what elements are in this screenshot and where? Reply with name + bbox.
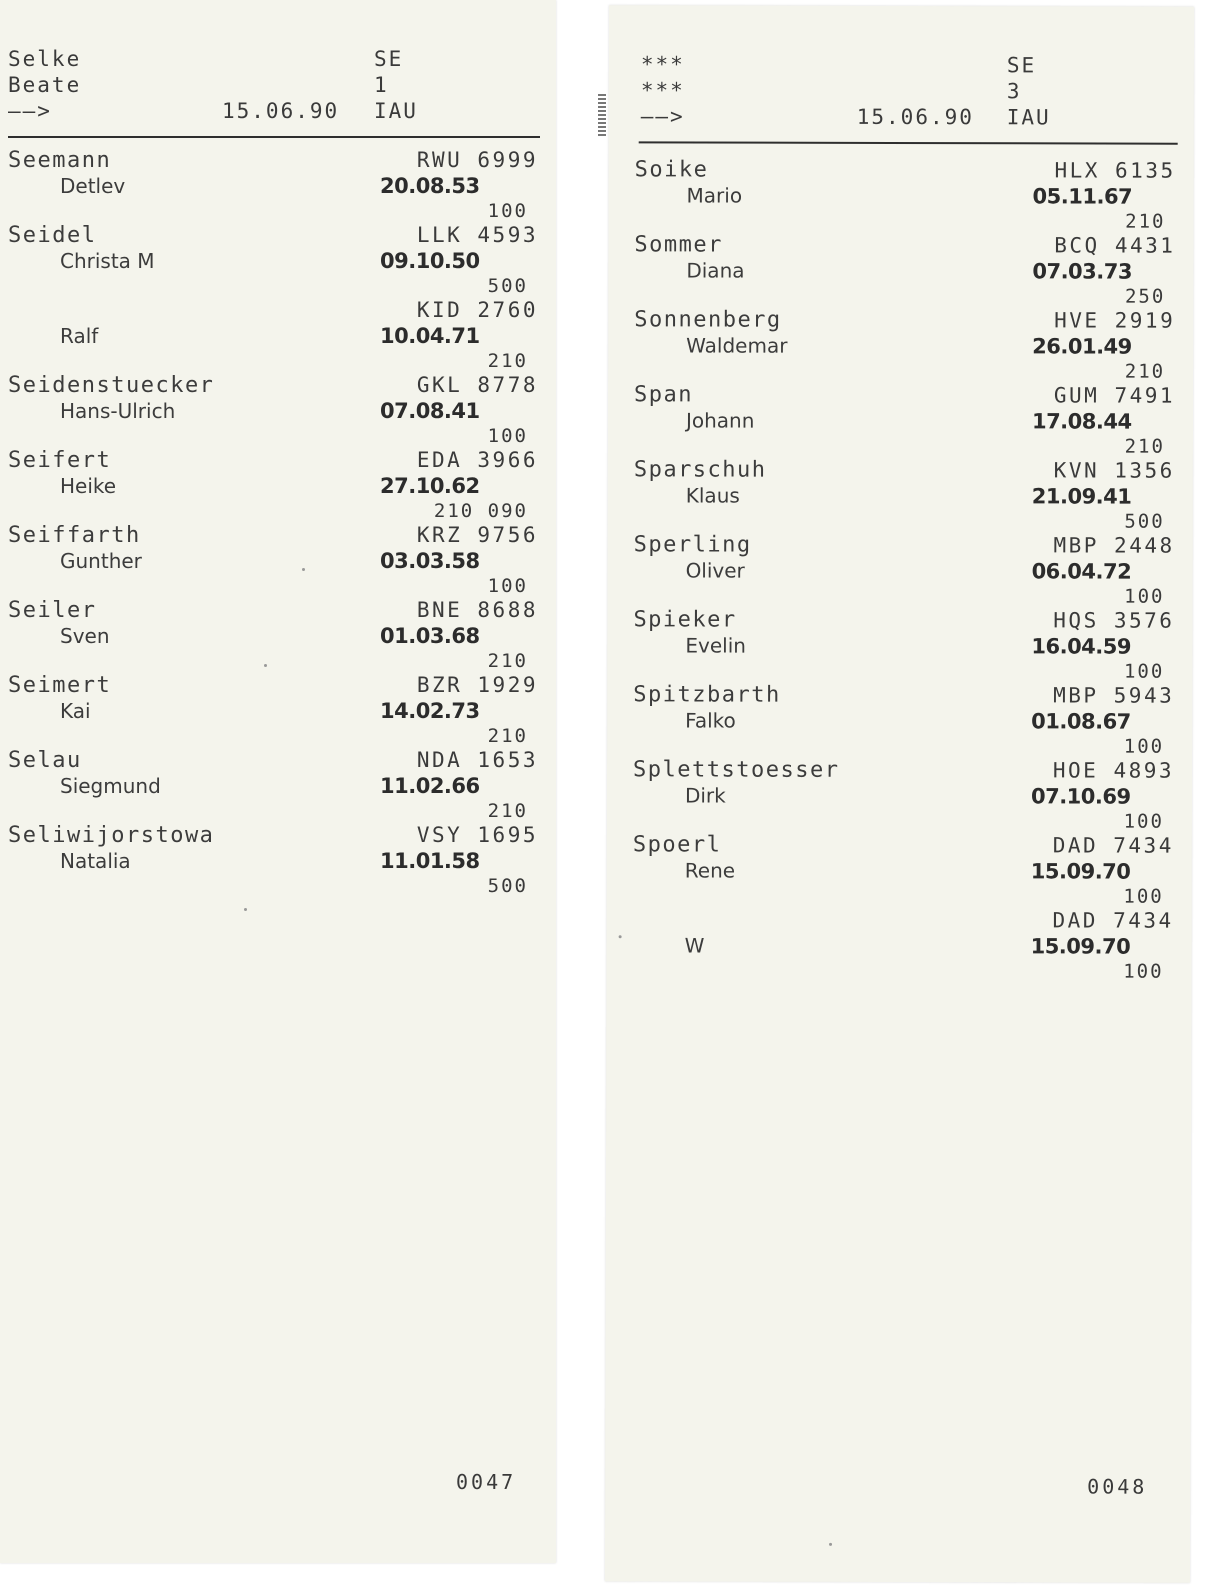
paper-speck [264, 664, 267, 667]
entry-date: 14.02.73 [380, 699, 480, 723]
entry-surname: Sparschuh [633, 457, 767, 483]
entry-number: 100 [487, 425, 528, 447]
entry-number: 210 [487, 725, 528, 747]
entry-reference: KVN 1356 [1053, 458, 1175, 483]
header-date: 15.06.90 [222, 99, 340, 123]
list-item [633, 757, 1174, 833]
entry-list [8, 148, 538, 898]
header-rule [8, 136, 540, 138]
entry-number: 100 [487, 575, 528, 597]
entry-first-name: Waldemar [686, 333, 788, 358]
header-line-1: *** [640, 52, 685, 77]
list-item [8, 298, 538, 373]
entry-reference: KID 2760 [416, 298, 538, 322]
list-item [634, 157, 1175, 233]
entry-surname: Seemann [8, 148, 112, 173]
entry-first-name: Oliver [685, 558, 745, 583]
entry-reference: BCQ 4431 [1054, 233, 1176, 258]
header-code-2: 3 [1006, 79, 1022, 104]
entry-first-name: Rene [684, 858, 736, 883]
entry-date: 10.04.71 [380, 324, 480, 348]
entry-surname: Sommer [634, 232, 723, 258]
list-item [634, 382, 1175, 458]
entry-first-name: Ralf [60, 324, 99, 348]
entry-reference: LLK 4593 [416, 223, 538, 247]
list-item [633, 607, 1174, 683]
entry-date: 20.08.53 [380, 174, 480, 198]
entry-surname: Seidel [8, 223, 97, 248]
entry-first-name: Gunther [60, 549, 142, 573]
entry-date: 15.09.70 [1030, 934, 1131, 959]
list-item [633, 907, 1174, 983]
entry-date: 15.09.70 [1030, 859, 1131, 884]
entry-number: 210 [487, 350, 528, 372]
entry-date: 11.01.58 [380, 849, 480, 873]
entry-surname: Seliwijorstowa [8, 823, 215, 848]
entry-reference: DAD 7434 [1052, 908, 1174, 933]
entry-first-name: W [684, 933, 705, 958]
entry-reference: HVE 2919 [1054, 308, 1176, 333]
entry-number: 210 [487, 650, 528, 672]
header-code-3: IAU [374, 99, 418, 123]
list-item [8, 523, 538, 598]
list-item [633, 832, 1174, 908]
header-line-1: Selke [8, 47, 82, 71]
entry-reference: MBP 5943 [1053, 683, 1175, 708]
header-code-block [374, 46, 418, 124]
list-item [634, 232, 1175, 308]
entry-number: 100 [1123, 660, 1165, 683]
sheet-header [617, 5, 1178, 146]
paper-speck [302, 568, 305, 571]
entry-first-name: Detlev [60, 174, 126, 198]
entry-first-name: Evelin [685, 633, 746, 658]
entry-reference: RWU 6999 [416, 148, 538, 172]
entry-number: 500 [487, 875, 528, 897]
entry-surname: Seiler [8, 598, 97, 623]
entry-surname: Spitzbarth [633, 682, 781, 708]
list-item [633, 682, 1174, 758]
entry-date: 07.03.73 [1032, 259, 1133, 284]
entry-date: 17.08.44 [1031, 409, 1132, 434]
entry-number: 100 [1123, 885, 1164, 908]
entry-reference: HLX 6135 [1054, 158, 1176, 183]
entry-date: 26.01.49 [1032, 334, 1132, 359]
entry-surname: Selau [8, 748, 82, 773]
entry-date: 07.08.41 [380, 399, 480, 423]
entry-number: 500 [487, 275, 528, 297]
list-item [8, 823, 538, 898]
entry-number: 250 [1124, 285, 1166, 308]
entry-number: 210 [1125, 210, 1166, 233]
entry-first-name: Heike [60, 474, 117, 498]
sheet-header [8, 0, 540, 140]
header-line-2: Beate [8, 73, 82, 97]
entry-number: 210 090 [433, 500, 528, 522]
list-item [8, 673, 538, 748]
entry-date: 03.03.58 [380, 549, 480, 573]
entry-reference: MBP 2448 [1053, 533, 1175, 558]
entry-surname: Spoerl [632, 832, 722, 858]
entry-first-name: Kai [60, 699, 91, 723]
header-code-2: 1 [374, 73, 389, 97]
entry-first-name: Siegmund [60, 774, 161, 798]
entry-reference: NDA 1653 [416, 748, 538, 772]
paper-speck [829, 1543, 832, 1546]
entry-list [633, 157, 1176, 983]
header-code-1: SE [374, 47, 404, 71]
entry-reference: VSY 1695 [416, 823, 538, 847]
entry-first-name: Klaus [685, 483, 740, 508]
sheet-right [605, 5, 1194, 1583]
entry-reference: KRZ 9756 [416, 523, 538, 547]
header-code-3: IAU [1006, 105, 1051, 130]
entry-surname: Sperling [633, 532, 752, 558]
arrow-icon: ——> [8, 99, 52, 123]
entry-number: 210 [487, 800, 528, 822]
entry-date: 09.10.50 [380, 249, 480, 273]
entry-date: 01.08.67 [1031, 709, 1131, 734]
header-name-block [641, 51, 685, 129]
entry-first-name: Natalia [60, 849, 131, 873]
entry-date: 07.10.69 [1030, 784, 1131, 809]
entry-number: 500 [1124, 510, 1165, 533]
entry-first-name: Christa M [60, 249, 155, 273]
perforation-marks [598, 92, 606, 136]
header-name-block [8, 46, 81, 124]
entry-reference: GKL 8778 [416, 373, 538, 397]
entry-date: 06.04.72 [1031, 559, 1132, 584]
entry-number: 100 [1123, 960, 1164, 983]
entry-first-name: Mario [686, 183, 743, 208]
entry-date: 11.02.66 [380, 774, 480, 798]
paper-speck [619, 935, 622, 938]
list-item [8, 598, 538, 673]
entry-surname: Sonnenberg [634, 307, 782, 333]
entry-surname: Seidenstuecker [8, 373, 215, 398]
entry-first-name: Diana [686, 258, 745, 283]
list-item [634, 307, 1175, 383]
entry-number: 100 [1124, 585, 1165, 608]
entry-surname: Spieker [633, 607, 737, 633]
entry-reference: HQS 3576 [1053, 608, 1175, 633]
entry-surname: Seiffarth [8, 523, 141, 548]
list-item [8, 223, 538, 298]
entry-first-name: Falko [685, 708, 736, 733]
entry-number: 100 [1123, 735, 1165, 758]
entry-reference: BNE 8688 [416, 598, 538, 622]
entry-surname: Splettstoesser [633, 757, 840, 783]
entry-date: 05.11.67 [1032, 184, 1133, 209]
header-code-block [1007, 52, 1051, 130]
entry-first-name: Hans-Ulrich [60, 399, 176, 423]
page-number: 0048 [1087, 1474, 1148, 1499]
entry-first-name: Sven [60, 624, 110, 648]
entry-number: 100 [487, 200, 528, 222]
entry-reference: DAD 7434 [1052, 833, 1174, 858]
entry-surname: Soike [634, 157, 709, 183]
entry-reference: EDA 3966 [416, 448, 538, 472]
entry-date: 27.10.62 [380, 474, 480, 498]
entry-surname: Seifert [8, 448, 112, 473]
list-item [8, 148, 538, 223]
entry-date: 01.03.68 [380, 624, 480, 648]
list-item [8, 748, 538, 823]
entry-first-name: Johann [685, 408, 755, 433]
entry-number: 210 [1124, 435, 1165, 458]
entry-reference: GUM 7491 [1053, 383, 1176, 408]
entry-surname: Span [634, 382, 694, 408]
list-item [8, 373, 538, 448]
list-item [8, 448, 538, 523]
entry-number: 210 [1124, 360, 1166, 383]
entry-number: 100 [1123, 810, 1164, 833]
header-date: 15.06.90 [856, 104, 974, 130]
entry-reference: HOE 4893 [1052, 758, 1175, 783]
list-item [633, 532, 1174, 608]
arrow-icon: ——> [640, 104, 685, 129]
page-number: 0047 [456, 1470, 517, 1494]
list-item [634, 457, 1175, 533]
header-rule [639, 141, 1178, 144]
entry-date: 16.04.59 [1031, 634, 1132, 659]
entry-date: 21.09.41 [1031, 484, 1132, 509]
entry-surname: Seimert [8, 673, 112, 698]
header-line-2: *** [640, 78, 685, 103]
sheet-left [0, 0, 556, 1563]
entry-reference: BZR 1929 [416, 673, 538, 697]
entry-first-name: Dirk [684, 783, 726, 808]
header-code-1: SE [1006, 53, 1037, 78]
paper-speck [244, 908, 247, 911]
